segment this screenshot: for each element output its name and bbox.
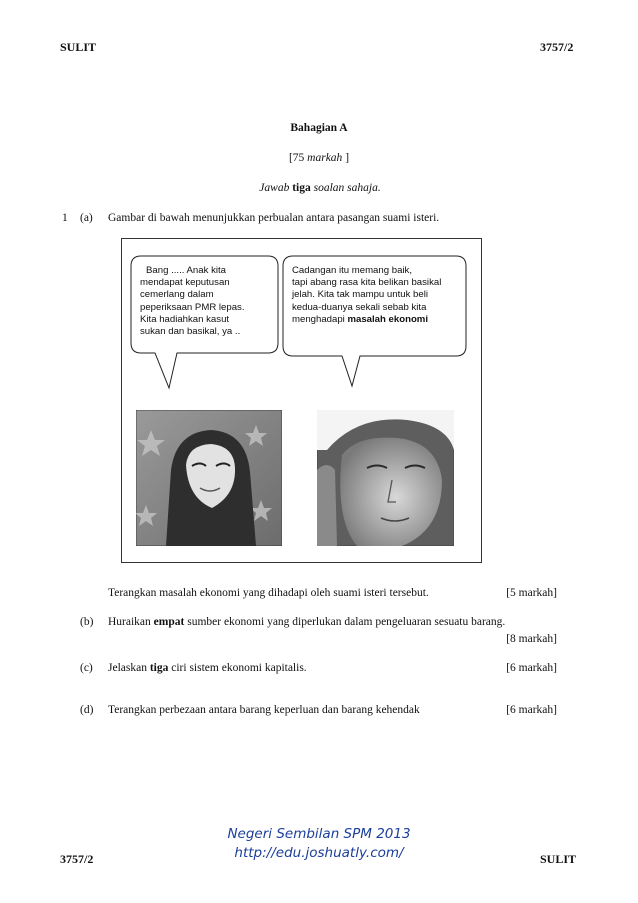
part-c-label: (c): [80, 662, 93, 674]
header-right: 3757/2: [540, 40, 574, 54]
man-image: [317, 410, 454, 546]
bubble-left-line: peperiksaan PMR lepas.: [140, 301, 245, 313]
bubble-left-line: Bang ..... Anak kita: [146, 265, 226, 276]
bubble-right-line: menghadapi masalah ekonomi: [292, 313, 428, 325]
footer-left: 3757/2: [60, 852, 94, 866]
section-instruction: Jawab tiga soalan sahaja.: [259, 182, 381, 194]
bubble-right-line: kedua-duanya sekali sebab kita: [292, 301, 427, 313]
question-number: 1: [62, 212, 68, 224]
part-b-marks: [8 markah]: [506, 633, 557, 645]
bubble-right-line: tapi abang rasa kita belikan basikal: [292, 277, 442, 289]
section-title: Bahagian A: [290, 122, 348, 134]
bubble-left-line: cemerlang dalam: [140, 289, 214, 301]
bubble-left-line: mendapat keputusan: [140, 277, 230, 289]
part-a-marks: [5 markah]: [506, 587, 557, 599]
section-marks: [75 markah ]: [288, 152, 350, 164]
part-d-label: (d): [80, 704, 94, 716]
part-b-label: (b): [80, 616, 94, 628]
part-d-text: Terangkan perbezaan antara barang keperluan dan barang kehendak: [108, 704, 420, 716]
part-a-label: (a): [80, 212, 93, 224]
part-c-marks: [6 markah]: [506, 662, 557, 674]
footer-watermark-url[interactable]: http://edu.joshuatly.com/: [234, 845, 404, 861]
header-left: SULIT: [60, 40, 97, 54]
part-c-text: Jelaskan tiga ciri sistem ekonomi kapitalis.: [108, 662, 307, 674]
bubble-left-text: [140, 265, 245, 338]
part-a-question: Terangkan masalah ekonomi yang dihadapi oleh suami isteri tersebut.: [108, 587, 429, 599]
bubble-left-line: Kita hadiahkan kasut: [140, 313, 230, 325]
bubble-right-text: [292, 265, 441, 326]
part-a-text: Gambar di bawah menunjukkan perbualan antara pasangan suami isteri.: [108, 212, 440, 224]
part-d-marks: [6 markah]: [506, 704, 557, 716]
bubble-right-line: Cadangan itu memang baik,: [292, 265, 412, 276]
woman-image: [136, 410, 282, 546]
bubble-left-line: sukan dan basikal, ya ..: [140, 326, 241, 338]
footer-watermark-title: Negeri Sembilan SPM 2013: [227, 826, 411, 842]
footer-right: SULIT: [540, 852, 577, 866]
part-b-text: Huraikan empat sumber ekonomi yang diperlukan dalam pengeluaran sesuatu barang.: [108, 616, 506, 628]
bubble-right-line: jelah. Kita tak mampu untuk beli: [292, 289, 428, 301]
